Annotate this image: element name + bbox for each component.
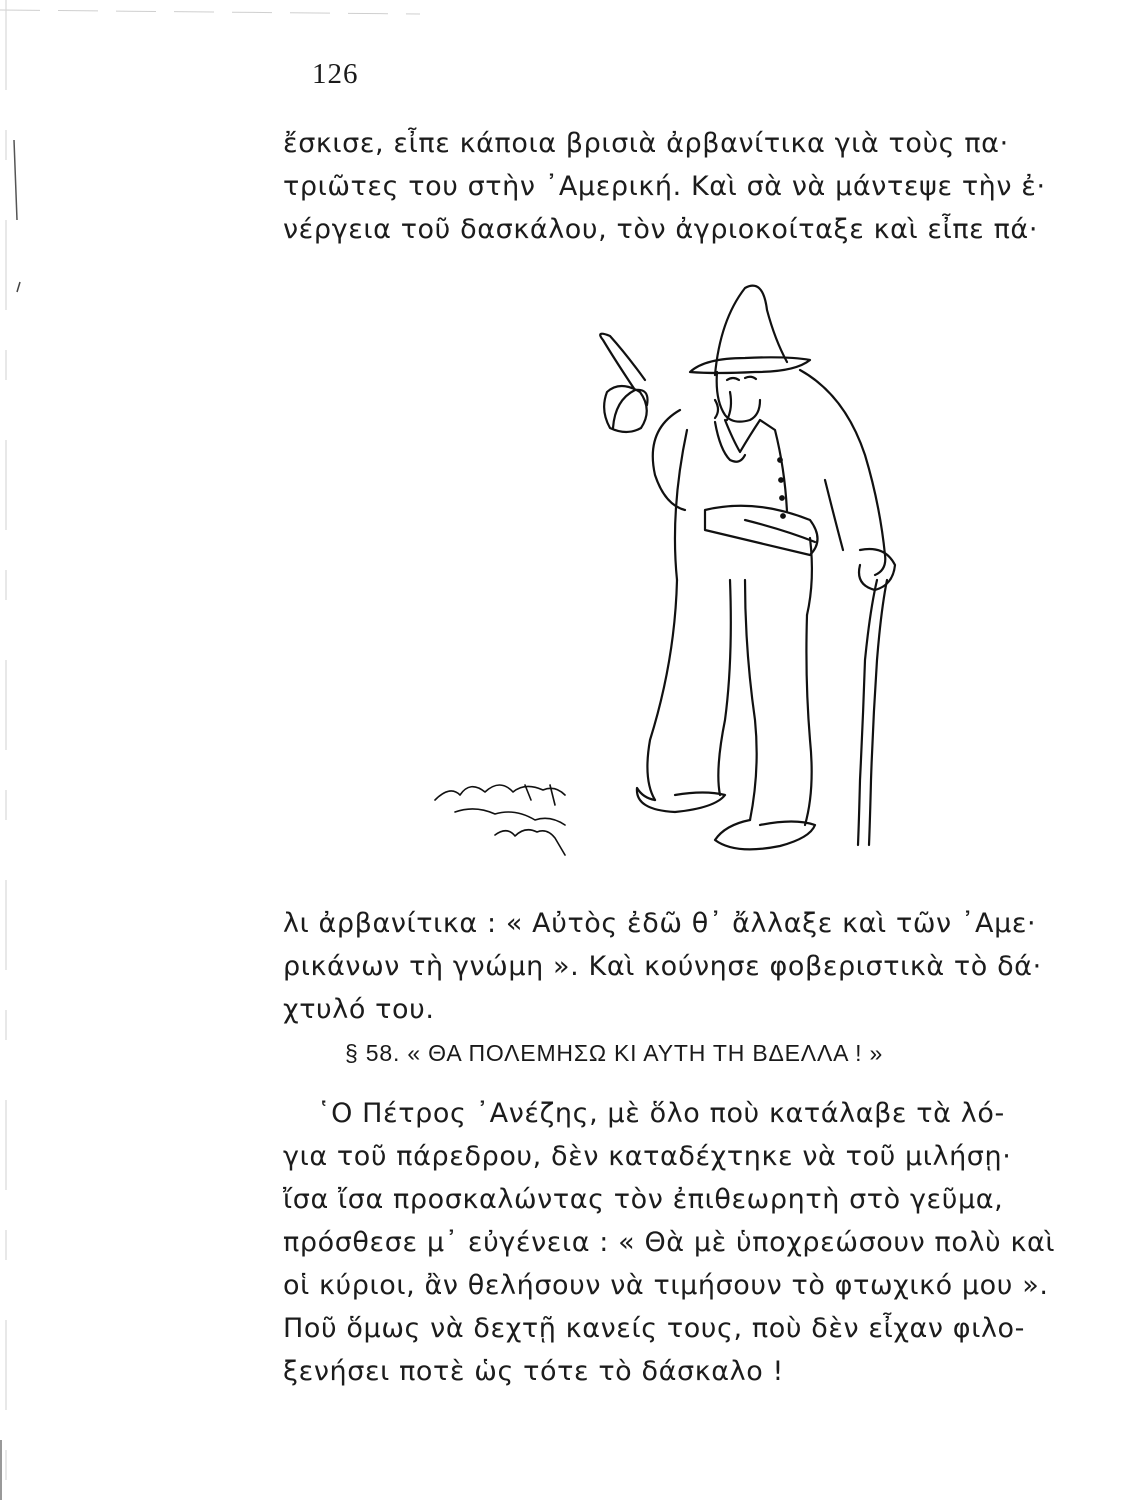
text-line: πρόσθεσε μ᾿ εὐγένεια : « Θὰ μὲ ὑποχρεώσουν πολὺ καὶ [283,1227,1056,1258]
text-line: Ποῦ ὅμως νὰ δεχτῇ κανείς τους, ποὺ δὲν εἶχαν φιλο- [283,1313,1025,1344]
text-line: οἱ κύριοι, ἂν θελήσουν νὰ τιμήσουν τὸ φτωχικό μου ». [283,1270,1049,1301]
text-line: λι ἀρβανίτικα : « Αὐτὸς ἐδῶ θ᾿ ἄλλαξε καὶ τῶν ᾿Αμε· [283,908,1037,939]
paragraph-bottom [283,1092,1056,1393]
text-line: ξενήσει ποτὲ ὡς τότε τὸ δάσκαλο ! [283,1356,784,1387]
paragraph-middle [283,902,1042,1031]
text-line: για τοῦ πάρεδρου, δὲν καταδέχτηκε νὰ τοῦ μιλήσῃ· [283,1141,1012,1172]
section-heading: § 58. « ΘΑ ΠΟΛΕΜΗΣΩ ΚΙ ΑΥΤΗ ΤΗ ΒΔΕΛΛΑ ! » [345,1040,884,1066]
signature-scribble [435,785,565,855]
text-line: ἔσκισε, εἶπε κάποια βρισιὰ ἀρβανίτικα γιὰ τοὺς πα· [283,128,1009,159]
text-line: ρικάνων τὴ γνώμη ». Καὶ κούνησε φοβεριστικὰ τὸ δά· [283,951,1042,982]
text-line: τριῶτες του στὴν ᾿Αμερική. Καὶ σὰ νὰ μάντεψε τὴν ἐ· [283,171,1046,202]
illustration-old-man-with-cane [415,280,935,874]
text-line: ῾Ο Πέτρος ᾿Ανέζης, μὲ ὅλο ποὺ κατάλαβε τὰ λό- [317,1098,1005,1129]
page-number: 126 [312,58,359,90]
text-line: χτυλό του. [283,994,435,1025]
old-man-with-cane-drawing-icon [415,280,935,870]
text-line: ἴσα ἴσα προσκαλώντας τὸν ἐπιθεωρητὴ στὸ γεῦμα, [283,1184,1004,1215]
paragraph-top [283,122,1046,251]
text-line: νέργεια τοῦ δασκάλου, τὸν ἀγριοκοίταξε καὶ εἶπε πά· [283,214,1038,245]
